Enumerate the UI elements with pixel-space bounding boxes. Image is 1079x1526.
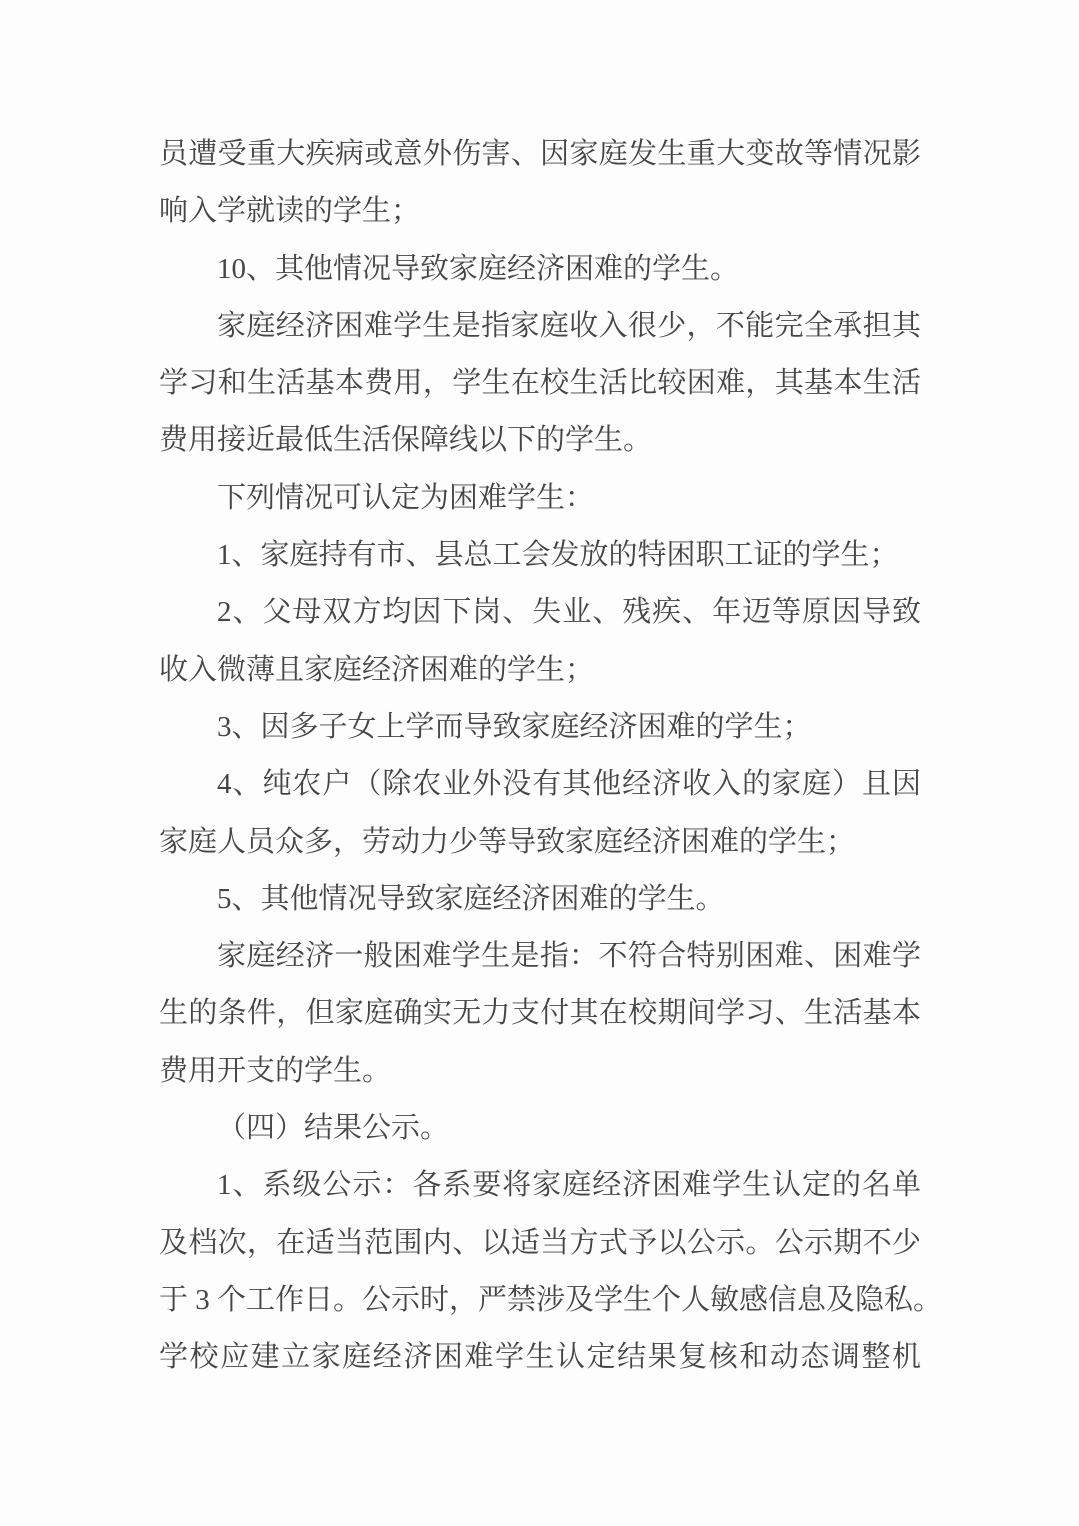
text-line: 生的条件，但家庭确实无力支付其在校期间学习、生活基本 xyxy=(159,997,921,1030)
text-line: 响入学就读的学生； xyxy=(159,195,421,228)
paragraph-section-four-heading xyxy=(159,1100,921,1157)
text-line: 1、家庭持有市、县总工会发放的特困职工证的学生； xyxy=(217,539,899,572)
paragraph-item-1 xyxy=(159,527,921,584)
paragraph-item-4 xyxy=(159,756,921,871)
text-line: 3、因多子女上学而导致家庭经济困难的学生； xyxy=(217,710,812,743)
text-line: 5、其他情况导致家庭经济困难的学生。 xyxy=(217,882,725,915)
text-line: 10、其他情况导致家庭经济困难的学生。 xyxy=(217,252,740,285)
paragraph-publicity-item-1 xyxy=(159,1157,943,1386)
paragraph-general-difficulty-definition xyxy=(159,928,921,1100)
paragraph-item-10 xyxy=(159,241,921,298)
paragraph-list-intro xyxy=(159,470,921,527)
text-line: 及档次，在适当范围内、以适当方式予以公示。公示期不少 xyxy=(159,1226,921,1259)
text-line: 于 3 个工作日。公示时，严禁涉及学生个人敏感信息及隐私。 xyxy=(159,1283,943,1316)
text-line: 费用接近最低生活保障线以下的学生。 xyxy=(159,424,653,457)
text-line: 学习和生活基本费用，学生在校生活比较困难，其基本生活 xyxy=(159,367,921,400)
text-line: 2、父母双方均因下岗、失业、残疾、年迈等原因导致 xyxy=(217,596,921,629)
text-line: 家庭经济一般困难学生是指：不符合特别困难、困难学 xyxy=(217,940,921,973)
text-line: 员遭受重大疾病或意外伤害、因家庭发生重大变故等情况影 xyxy=(159,138,921,170)
document-text-block xyxy=(159,126,943,1387)
text-line: （四）结果公示。 xyxy=(217,1112,450,1145)
text-line: 1、系级公示：各系要将家庭经济困难学生认定的名单 xyxy=(217,1169,921,1202)
text-line: 下列情况可认定为困难学生： xyxy=(217,481,595,514)
paragraph-continuation xyxy=(159,126,921,241)
paragraph-difficult-definition xyxy=(159,298,921,470)
paragraph-item-5 xyxy=(159,871,921,928)
paragraph-item-2 xyxy=(159,584,921,699)
text-line: 学校应建立家庭经济困难学生认定结果复核和动态调整机 xyxy=(159,1341,921,1374)
text-line: 收入微薄且家庭经济困难的学生； xyxy=(159,653,595,686)
text-line: 家庭经济困难学生是指家庭收入很少，不能完全承担其 xyxy=(217,309,921,342)
text-line: 费用开支的学生。 xyxy=(159,1054,392,1087)
text-line: 4、纯农户（除农业外没有其他经济收入的家庭）且因 xyxy=(217,768,921,801)
text-line: 家庭人员众多，劳动力少等导致家庭经济困难的学生； xyxy=(159,825,856,858)
paragraph-item-3 xyxy=(159,699,921,756)
